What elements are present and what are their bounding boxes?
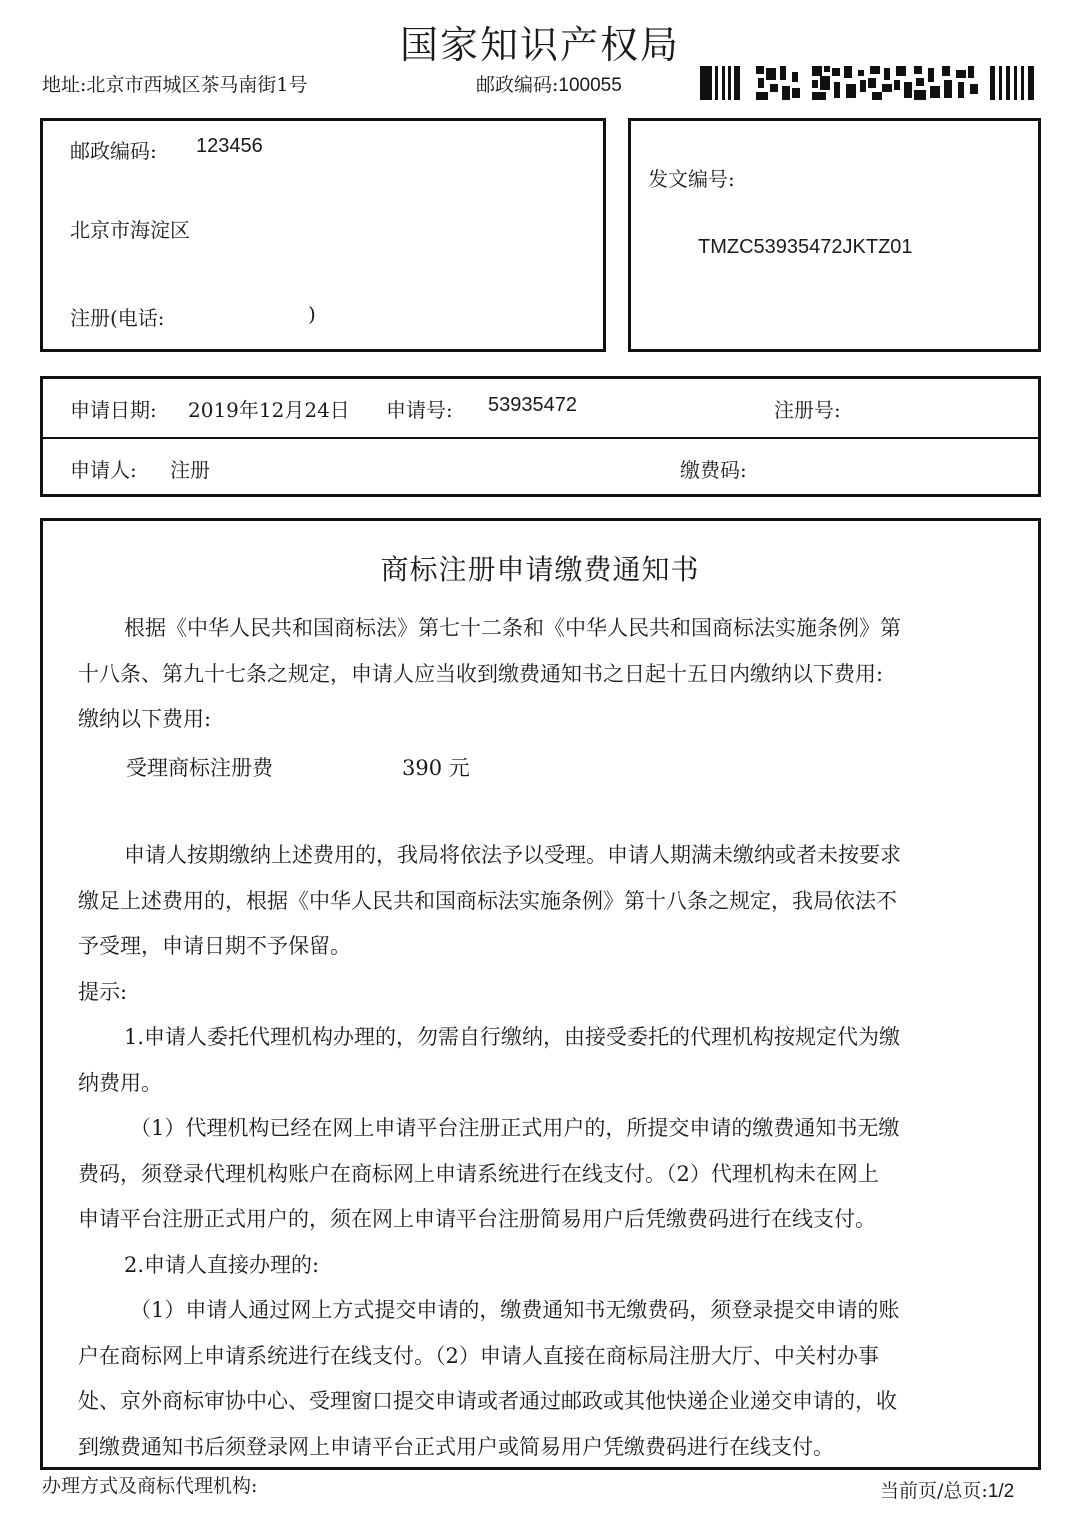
applicant-name: 注册 xyxy=(170,458,210,482)
office-postal-code-label: 邮政编码: xyxy=(476,74,559,96)
registration-number-label: 注册号: xyxy=(774,398,841,422)
application-date-label: 申请日期: xyxy=(70,398,157,422)
document-number-label: 发文编号: xyxy=(648,167,735,191)
barcode-image xyxy=(700,64,1038,102)
page-indicator xyxy=(880,1476,1014,1503)
tip2-sub-line: 到缴费通知书后须登录网上申请平台正式用户或简易用户凭缴费码进行在线支付。 xyxy=(78,1434,834,1459)
consequence-line: 予受理，申请日期不予保留。 xyxy=(78,934,351,958)
recipient-phone-close: ) xyxy=(308,302,316,326)
application-number: 53935472 xyxy=(488,394,577,416)
tip1-line: 纳费用。 xyxy=(78,1070,162,1095)
intro-line: 缴纳以下费用: xyxy=(78,707,212,731)
tip1-sub-line: 费码，须登录代理机构账户在商标网上申请系统进行在线支付。（2）代理机构未在网上 xyxy=(78,1161,879,1186)
fee-item: 受理商标注册费 xyxy=(126,756,273,780)
document-number: TMZC53935472JKTZ01 xyxy=(698,236,913,258)
info-divider xyxy=(43,437,1038,439)
intro-line: 十八条、第九十七条之规定，申请人应当收到缴费通知书之日起十五日内缴纳以下费用: xyxy=(78,661,884,686)
application-date: 2019年12月24日 xyxy=(188,398,350,422)
office-postal-code-value: 100055 xyxy=(558,75,622,96)
document-number-box xyxy=(628,118,1041,352)
office-title: 国家知识产权局 xyxy=(399,23,680,67)
application-number-label: 申请号: xyxy=(386,398,453,422)
page-value: 1/2 xyxy=(987,1481,1015,1502)
tip1-sub-line: （1）代理机构已经在网上申请平台注册正式用户的，所提交申请的缴费通知书无缴 xyxy=(130,1116,900,1140)
intro-line: 根据《中华人民共和国商标法》第七十二条和《中华人民共和国商标法实施条例》第 xyxy=(124,616,901,640)
recipient-postal-code-label: 邮政编码: xyxy=(70,139,157,163)
recipient-postal-code: 123456 xyxy=(196,135,263,157)
tip2-sub-line: （1）申请人通过网上方式提交申请的，缴费通知书无缴费码，须登录提交申请的账 xyxy=(130,1298,900,1322)
office-postal-code xyxy=(476,70,622,97)
page-label: 当前页/总页: xyxy=(880,1480,988,1502)
tips-label: 提示: xyxy=(78,979,128,1004)
tip2-line: 2.申请人直接办理的: xyxy=(124,1252,320,1277)
applicant-label: 申请人: xyxy=(70,458,137,482)
recipient-name-phone: 注册(电话: xyxy=(70,306,165,330)
consequence-line: 缴足上述费用的，根据《中华人民共和国商标法实施条例》第十八条之规定，我局依法不 xyxy=(78,888,897,913)
notice-consequence xyxy=(78,833,1004,1470)
notice-intro xyxy=(78,606,1004,743)
notice-title: 商标注册申请缴费通知书 xyxy=(380,553,700,586)
tip2-sub-line: 处、京外商标审协中心、受理窗口提交申请或者通过邮政或其他快递企业递交申请的，收 xyxy=(78,1389,897,1413)
payment-code-label: 缴费码: xyxy=(680,458,747,482)
fee-amount: 390 元 xyxy=(402,756,470,780)
consequence-line: 申请人按期缴纳上述费用的，我局将依法予以受理。申请人期满未缴纳或者未按要求 xyxy=(124,843,901,867)
tip2-sub-line: 户在商标网上申请系统进行在线支付。（2）申请人直接在商标局注册大厅、中关村办事 xyxy=(78,1343,879,1368)
office-address: 地址:北京市西城区茶马南街1号 xyxy=(42,74,308,96)
tip1-line: 1.申请人委托代理机构办理的，勿需自行缴纳，由接受委托的代理机构按规定代为缴 xyxy=(124,1025,901,1049)
recipient-address: 北京市海淀区 xyxy=(70,218,190,242)
handling-method-label: 办理方式及商标代理机构: xyxy=(42,1475,258,1497)
tip1-sub-line: 申请平台注册正式用户的，须在网上申请平台注册简易用户后凭缴费码进行在线支付。 xyxy=(78,1207,876,1231)
